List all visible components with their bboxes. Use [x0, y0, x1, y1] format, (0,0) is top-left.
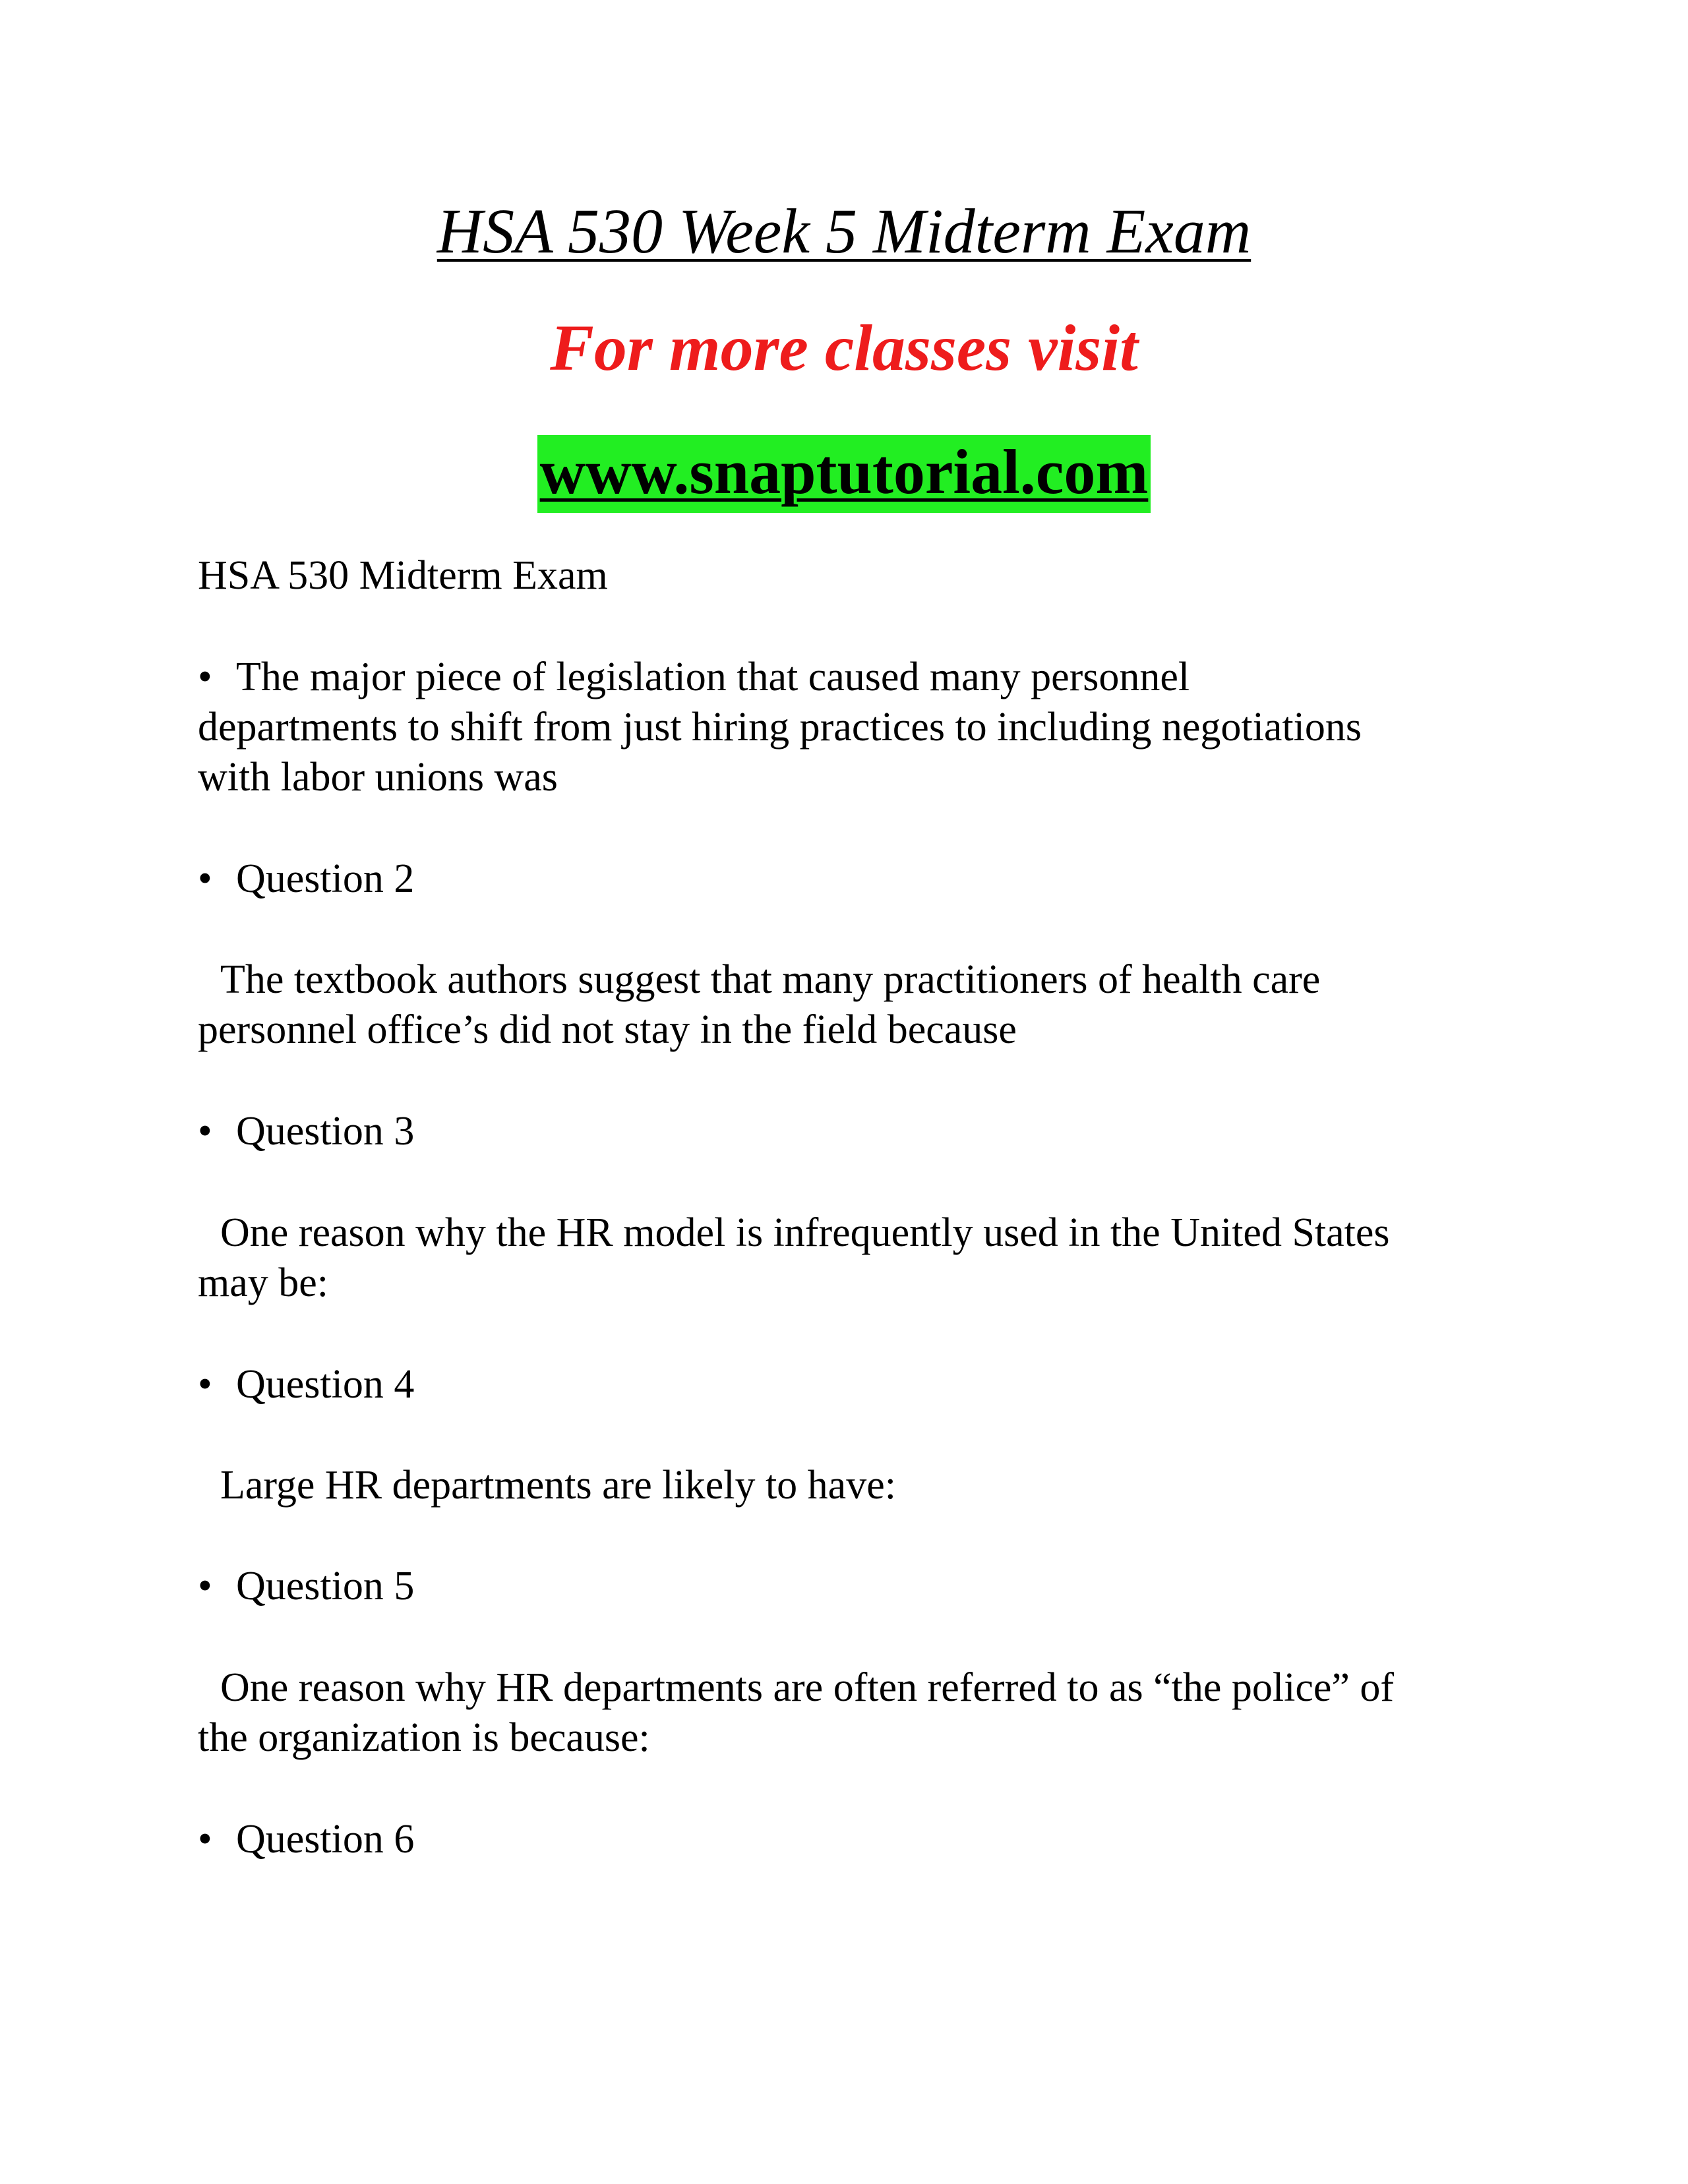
question-2-text	[198, 955, 1503, 1055]
question-4-label: Question 4	[236, 1362, 415, 1407]
link-row	[0, 435, 1688, 513]
question-5-text-line1: One reason why HR departments are often referred to as “the police” of	[220, 1665, 1395, 1710]
question-3-label: Question 3	[236, 1109, 415, 1154]
bullet-icon: •	[198, 1109, 212, 1154]
bullet-icon: •	[198, 1362, 212, 1407]
exam-heading: HSA 530 Midterm Exam	[198, 553, 608, 598]
question-5-text	[198, 1663, 1503, 1763]
document-title	[0, 195, 1688, 268]
question-5-label: Question 5	[236, 1564, 415, 1608]
question-2-label: Question 2	[236, 856, 415, 901]
question-1-text-line1: The major piece of legislation that caused many personnel	[236, 655, 1190, 699]
bullet-icon: •	[198, 1564, 212, 1608]
question-3-text	[198, 1208, 1503, 1308]
question-1-text-line2: departments to shift from just hiring practices to including negotiations	[198, 705, 1362, 750]
question-4-text	[198, 1460, 1503, 1510]
question-3-label-row	[198, 1106, 1503, 1156]
document-title-text: HSA 530 Week 5 Midterm Exam	[437, 196, 1251, 266]
promo-text: For more classes visit	[550, 311, 1138, 384]
question-5-label-row	[198, 1561, 1503, 1611]
question-1	[198, 652, 1503, 802]
question-3-text-line1: One reason why the HR model is infrequently used in the United States	[220, 1210, 1390, 1255]
question-4-text-line1: Large HR departments are likely to have:	[220, 1463, 896, 1508]
question-6-label-row	[198, 1814, 1503, 1864]
bullet-icon: •	[198, 1817, 212, 1862]
question-2-text-line2: personnel office’s did not stay in the field because	[198, 1007, 1017, 1052]
question-2-label-row	[198, 854, 1503, 904]
question-1-text-line3: with labor unions was	[198, 755, 558, 800]
question-2-text-line1: The textbook authors suggest that many practitioners of health care	[220, 957, 1321, 1002]
bullet-icon: •	[198, 655, 212, 699]
bullet-icon: •	[198, 856, 212, 901]
question-5-text-line2: the organization is because:	[198, 1715, 650, 1760]
website-link[interactable]: www.snaptutorial.com	[537, 435, 1151, 513]
question-4-label-row	[198, 1359, 1503, 1409]
question-6-label: Question 6	[236, 1817, 415, 1862]
question-3-text-line2: may be:	[198, 1260, 328, 1305]
